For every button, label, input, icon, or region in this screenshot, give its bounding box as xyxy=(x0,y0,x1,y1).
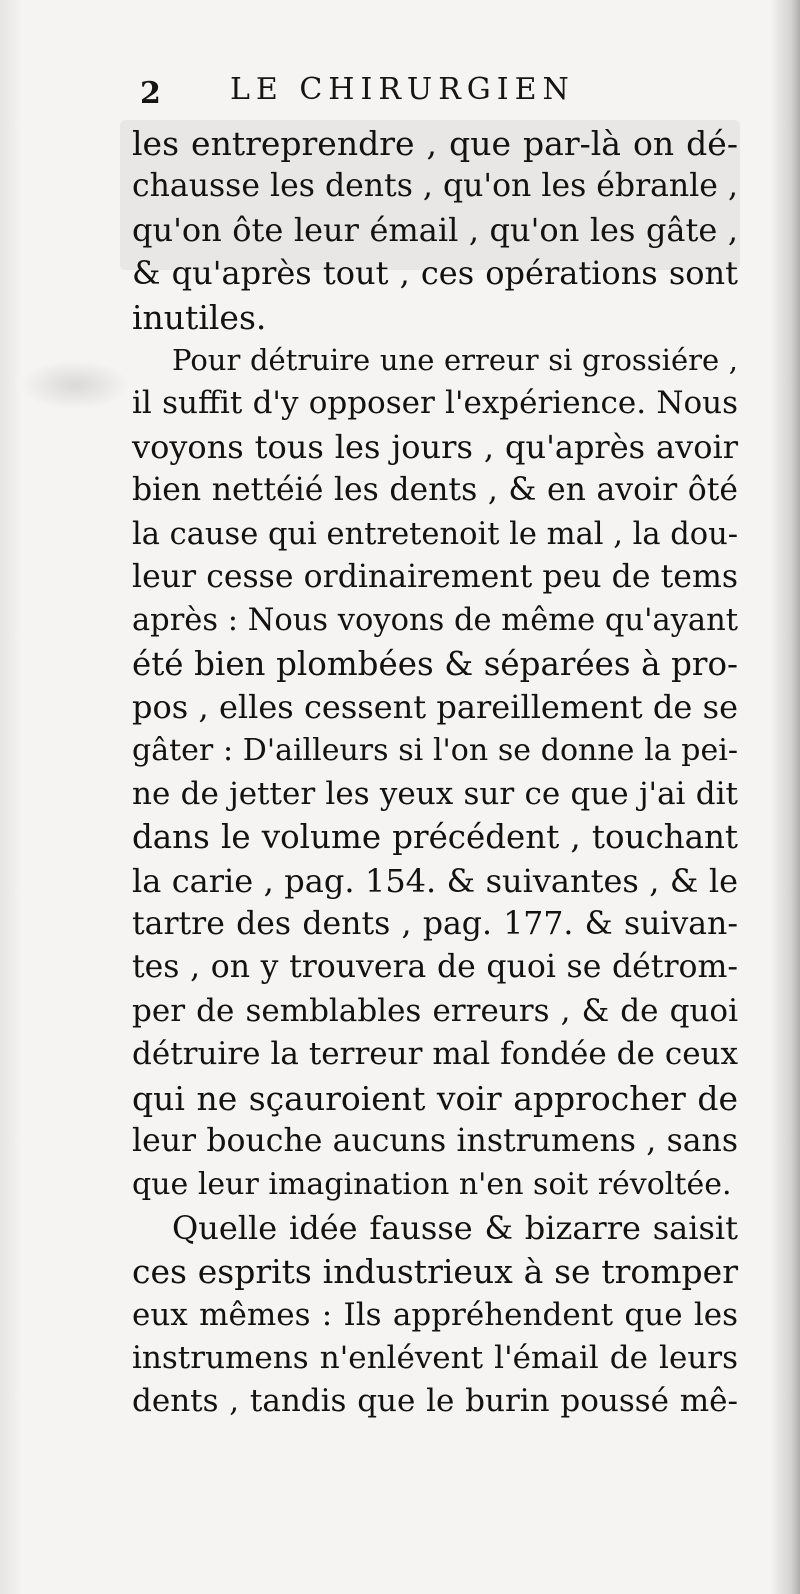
text-line: Pour détruire une erreur si grossiére , xyxy=(172,342,738,377)
text-line: dents , tandis que le burin poussé mê- xyxy=(132,1383,738,1420)
text-line: gâter : D'ailleurs si l'on se donne la pei- xyxy=(132,733,738,769)
body-text xyxy=(132,122,738,1424)
page-edge-shadow xyxy=(770,0,800,1594)
text-line: les entreprendre , que par-là on dé- xyxy=(132,124,738,163)
ink-bleed-through xyxy=(20,360,130,410)
text-line: qu'on ôte leur émail , qu'on les gâte , xyxy=(132,210,738,249)
text-line: inutiles. xyxy=(132,297,267,337)
text-line: la cause qui entretenoit le mal , la dou- xyxy=(132,516,739,552)
text-line: Quelle idée fausse & bizarre saisit xyxy=(172,1208,738,1247)
text-line: bien nettéié les dents , & en avoir ôté xyxy=(132,472,738,509)
text-line: ces esprits industrieux à se tromper xyxy=(132,1252,738,1292)
text-line: il suffit d'y opposer l'expérience. Nous xyxy=(132,385,738,422)
text-line: eux mêmes : Ils appréhendent que les xyxy=(132,1296,738,1333)
text-line: été bien plombées & séparées à pro- xyxy=(132,644,738,683)
text-line: ne de jetter les yeux sur ce que j'ai dit xyxy=(132,775,738,812)
text-line: tartre des dents , pag. 177. & suivan- xyxy=(132,906,738,943)
running-title: LE CHIRURGIEN xyxy=(230,72,575,107)
text-line: dans le volume précédent , touchant xyxy=(132,818,738,857)
text-line: pos , elles cessent pareillement de se xyxy=(132,688,738,727)
text-line: chausse les dents , qu'on les ébranle , xyxy=(132,168,738,205)
text-line: leur bouche aucuns instrumens , sans xyxy=(132,1122,738,1159)
text-line: & qu'après tout , ces opérations sont xyxy=(132,254,738,293)
page-number: 2 xyxy=(140,76,161,111)
text-line: per de semblables erreurs , & de quoi xyxy=(132,992,738,1029)
text-line: détruire la terreur mal fondée de ceux xyxy=(132,1036,738,1073)
text-line: tes , on y trouvera de quoi se détrom- xyxy=(132,949,738,986)
text-line: leur cesse ordinairement peu de tems xyxy=(132,558,738,595)
text-line: après : Nous voyons de même qu'ayant xyxy=(132,603,738,639)
text-line: que leur imagination n'en soit révoltée. xyxy=(132,1167,732,1203)
text-line: instrumens n'enlévent l'émail de leurs xyxy=(132,1339,738,1376)
running-head xyxy=(140,72,740,118)
text-line: la carie , pag. 154. & suivantes , & le xyxy=(132,861,738,900)
text-line: voyons tous les jours , qu'après avoir xyxy=(132,427,738,466)
page-gutter-shadow xyxy=(0,0,22,1594)
text-line: qui ne sçauroient voir approcher de xyxy=(132,1078,738,1118)
